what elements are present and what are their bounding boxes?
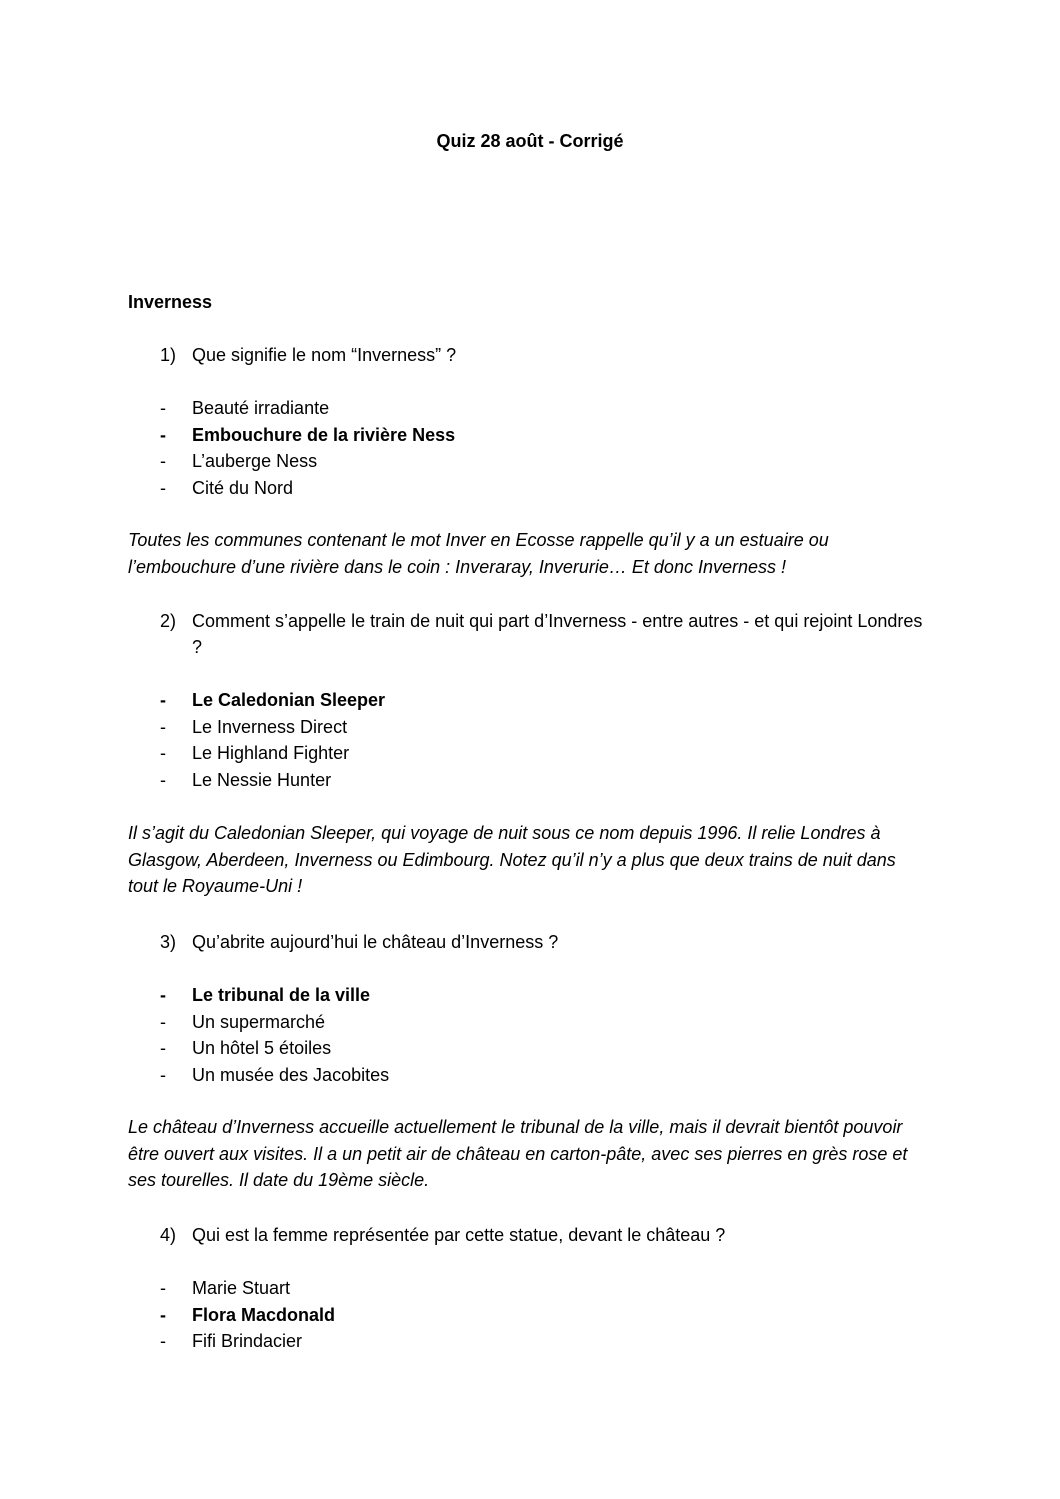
question-number: 4) [160,1225,177,1245]
question-3 [128,929,928,955]
answer-option [128,1009,928,1036]
bullet-dash: - [160,424,166,445]
bullet-dash: - [160,1011,166,1032]
answer-text: Un supermarché [192,1011,326,1032]
question-block-2 [128,608,928,794]
question-block-3 [128,929,928,1089]
question-number: 3) [160,932,177,952]
page-title: Quiz 28 août - Corrigé [436,131,624,151]
question-text: Qui est la femme représentée par cette statue, devant le château ? [192,1225,726,1245]
answer-option [128,395,928,422]
answer-text: Le Caledonian Sleeper [192,690,386,710]
question-number: 1) [160,345,177,365]
answer-option [128,1275,928,1302]
bullet-dash: - [160,1278,166,1298]
answer-text: Le tribunal de la ville [192,985,371,1005]
bullet-dash: - [160,1038,166,1059]
answer-list [128,982,928,1089]
question-1 [128,342,928,368]
question-text: Que signifie le nom “Inverness” ? [192,345,457,365]
bullet-dash: - [160,743,166,764]
answer-text: Le Nessie Hunter [192,770,332,791]
answer-text: Fifi Brindacier [192,1331,303,1352]
question-4 [128,1222,928,1248]
bullet-dash: - [160,690,166,710]
explanation-1: Toutes les communes contenant le mot Inver en Ecosse rappelle qu’il y a un estuaire ou l’embouchure d’une rivière dans le coin : Inveraray, Inverurie… Et donc Inverness ! [128,530,829,577]
answer-text: Un hôtel 5 étoiles [192,1038,332,1059]
bullet-dash: - [160,398,166,418]
bullet-dash: - [160,478,166,499]
answer-text: Un musée des Jacobites [192,1065,390,1086]
answer-text: L’auberge Ness [192,451,318,472]
question-text: Qu’abrite aujourd’hui le château d’Inverness ? [192,932,559,952]
answer-text: Le Highland Fighter [192,743,350,764]
answer-option [128,1328,928,1355]
bullet-dash: - [160,770,166,791]
answer-text: Cité du Nord [192,478,294,499]
answer-text: Flora Macdonald [192,1304,336,1325]
bullet-dash: - [160,985,166,1005]
answer-text: Le Inverness Direct [192,716,348,737]
answer-option [128,475,928,502]
bullet-dash: - [160,1331,166,1352]
correct-answer-option [128,422,928,449]
answer-option [128,1035,928,1062]
explanation-3: Le château d’Inverness accueille actuellement le tribunal de la ville, mais il devrait bientôt pouvoir être ouvert aux visites. Il a un petit air de château en carton-pâte, avec ses pierres en grès rose et ses tourelles. Il date du 19ème siècle. [128,1117,908,1191]
answer-list [128,1275,928,1355]
answer-text: Beauté irradiante [192,398,330,418]
section-heading: Inverness [128,292,213,312]
question-text: Comment s’appelle le train de nuit qui part d’Inverness - entre autres - et qui rejoint Londres ? [192,611,923,657]
answer-option [128,767,928,794]
correct-answer-option [128,1302,928,1329]
bullet-dash: - [160,716,166,737]
answer-option [128,448,928,475]
answer-option [128,1062,928,1089]
answer-text: Embouchure de la rivière Ness [192,424,456,445]
question-number: 2) [160,611,177,631]
bullet-dash: - [160,451,166,472]
correct-answer-option [128,982,928,1009]
question-block-1 [128,342,928,502]
answer-list [128,687,928,794]
explanation-2: Il s’agit du Caledonian Sleeper, qui voyage de nuit sous ce nom depuis 1996. Il relie Londres à Glasgow, Aberdeen, Inverness ou Edimbourg. Notez qu’il n’y a plus que deux trains de nuit dans tout le Royaume-Uni ! [128,823,896,897]
correct-answer-option [128,687,928,714]
answer-text: Marie Stuart [192,1278,291,1298]
question-2 [128,608,928,660]
question-block-4 [128,1222,928,1355]
answer-option [128,714,928,741]
bullet-dash: - [160,1304,166,1325]
answer-option [128,740,928,767]
answer-list [128,395,928,502]
bullet-dash: - [160,1065,166,1086]
